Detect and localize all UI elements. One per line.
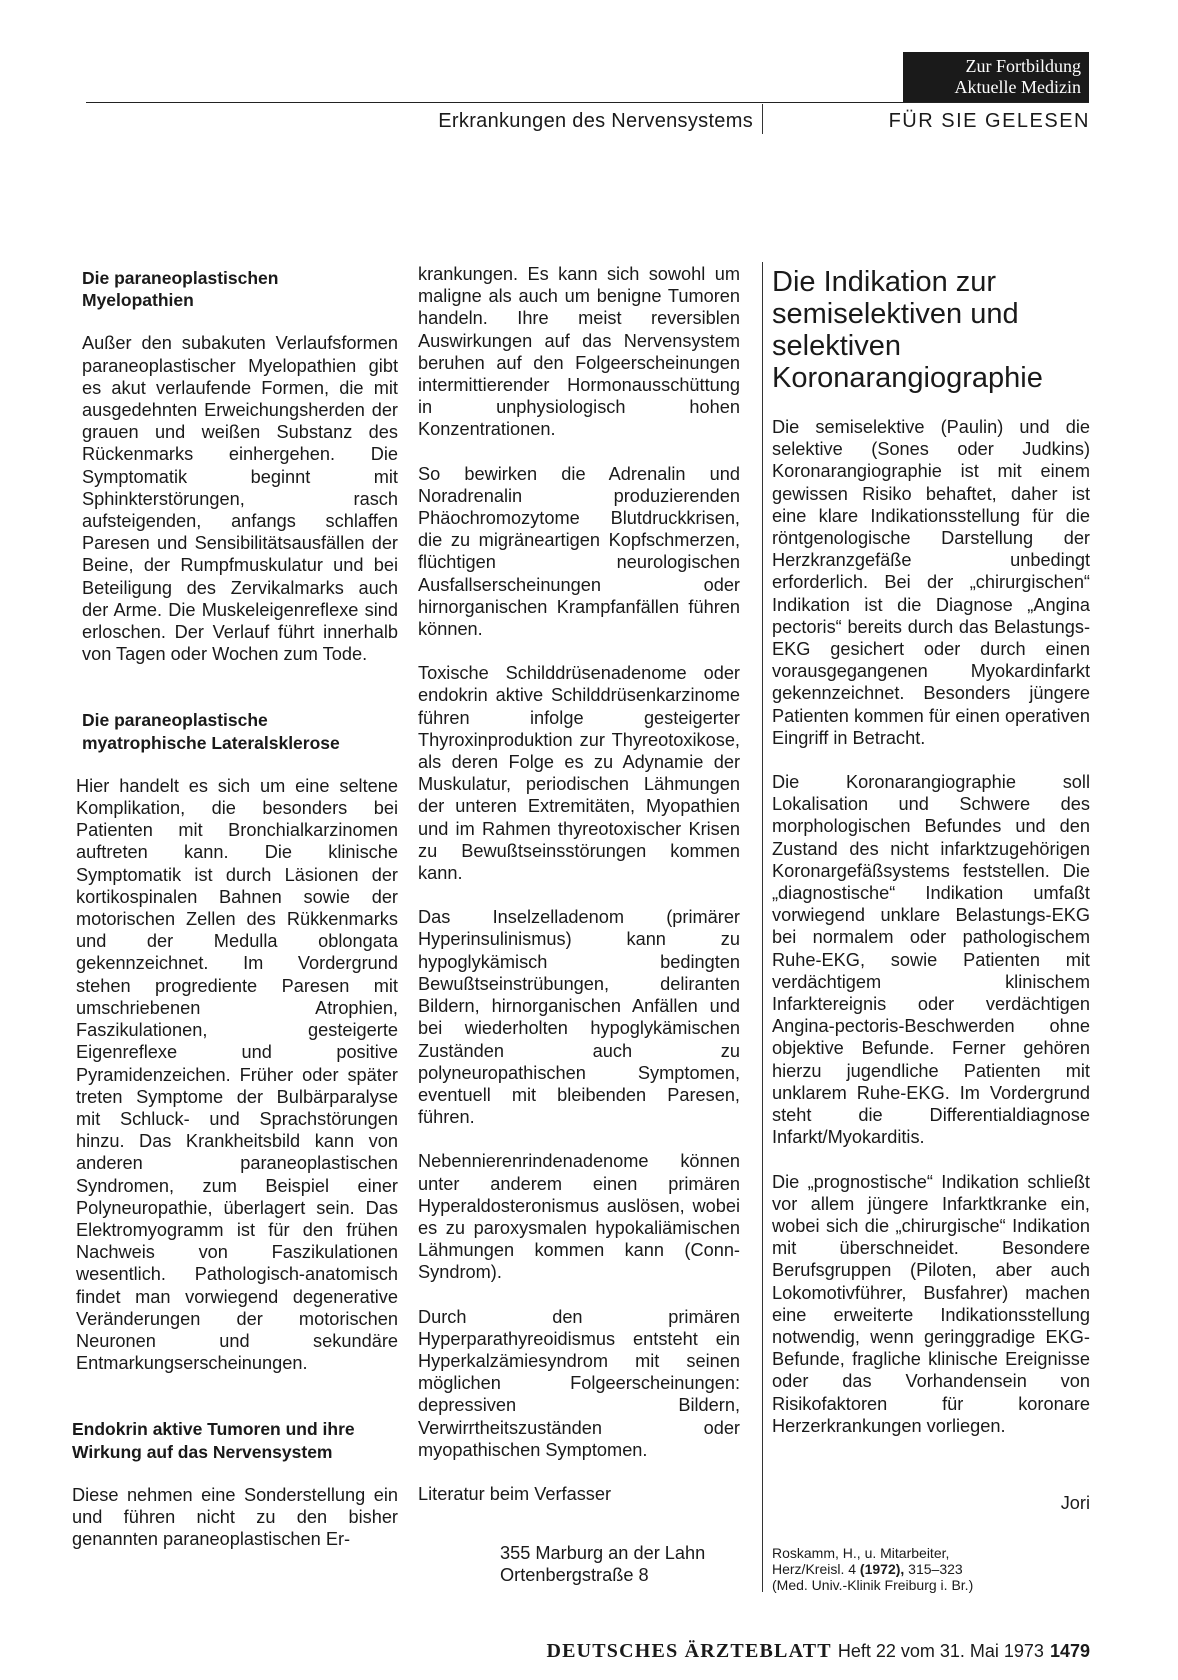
paragraph-inselzelladenom: Das Inselzelladenom (primärer Hyperinsulinismus) kann zu hypoglykämisch bedingten Bewußtseinstrübungen, deliranten Bildern, hirnorganischen Anfällen und bei wiederholten hypoglykämischen Zuständen auch zu polyneuropathischen Symptomen, eventuell mit bleibenden Paresen, führen. <box>418 907 740 1128</box>
reference-pages: 315–323 <box>904 1561 963 1577</box>
page-footer <box>520 1640 1090 1663</box>
paragraph-krankungen: krankungen. Es kann sich sowohl um maligne als auch um benigne Tumoren handeln. Ihre meist reversiblen Auswirkungen auf das Nervensystem beruhen auf den Folgeerscheinungen intermittierender Hormonausschüttung in unphysiologisch hohen Konzentrationen. <box>418 264 740 440</box>
heading-lateralsklerose: Die paraneoplastische myatrophische Lateralsklerose <box>82 710 340 753</box>
badge-line-1: Zur Fortbildung <box>965 56 1081 76</box>
reference-journal: Herz/Kreisl. 4 <box>772 1561 860 1577</box>
paragraph-indikation: Die semiselektive (Paulin) und die selektive (Sones oder Judkins) Koronarangiographie ist mit einem gewissen Risiko behaftet, daher ist eine klare Indikationsstellung für die röntgenologische Darstellung der Herzkranzgefäße unbedingt erforderlich. Bei der „chirurgischen“ Indikation ist die Diagnose „Angina pectoris“ bereits durch das Belastungs-EKG gesichert oder durch einen vorausgegangenen Myokardinfarkt gekennzeichnet. Besonders jüngere Patienten kommen für einen operativen Eingriff in Betracht. <box>772 417 1090 748</box>
heading-endokrin: Endokrin aktive Tumoren und ihre Wirkung auf das Nervensystem <box>72 1419 355 1462</box>
column-divider <box>762 262 763 1592</box>
literature-note: Literatur beim Verfasser <box>418 1483 612 1504</box>
paragraph-endokrin: Diese nehmen eine Sonderstellung ein und führen nicht zu den bisher genannten paraneoplastischen Er- <box>72 1484 398 1550</box>
section-title-right: FÜR SIE GELESEN <box>888 110 1090 132</box>
section-badge <box>903 52 1089 102</box>
paragraph-diagnostisch: Die Koronarangiographie soll Lokalisation und Schwere des morphologischen Befundes und den Zustand des nicht infarktzugehörigen Koronargefäßsystems feststellen. Die „diagnostische“ Indikation umfaßt vorwiegend unklare Belastungs-EKG bei normalem oder pathologischem Ruhe-EKG, sowie Patienten mit verdächtigem klinischem Infarktereignis oder verdächtigen Angina-pectoris-Beschwerden ohne objektive Befunde. Ferner gehören hierzu jugendliche Patienten mit unklarem Ruhe-EKG. Im Vordergrund steht die Differentialdiagnose Infarkt/Myokarditis. <box>772 772 1090 1148</box>
paragraph-nebennieren: Nebennierenrindenadenome können unter anderem einen primären Hyperaldosteronismus auslösen, wobei es zu paroxysmalen hypokaliämischen Lähmungen kommen kann (Conn-Syndrom). <box>418 1151 740 1283</box>
paragraph-hyperparathyreoidismus: Durch den primären Hyperparathyreoidismus entsteht ein Hyperkalzämiesyndrom mit seinen möglichen Folgeerscheinungen: depressiven Bildern, Verwirrtheitszuständen oder myopathischen Symptomen. <box>418 1306 740 1460</box>
column-3 <box>772 266 1090 1437</box>
reference <box>772 1545 1090 1593</box>
paragraph-phaeochromozytome: So bewirken die Adrenalin und Noradrenalin produzierenden Phäochromozytome Blutdruckkrisen, die zu migräneartigen Kopfschmerzen, flüchtigen neurologischen Ausfallserscheinungen oder hirnorganischen Krampfanfällen führen können. <box>418 463 740 640</box>
column-2 <box>418 263 740 1527</box>
reference-line-1: Roskamm, H., u. Mitarbeiter, <box>772 1545 950 1561</box>
paragraph-prognostisch: Die „prognostische“ Indikation schließt vor allem jüngere Infarktkranke ein, wobei sich die „chirurgische“ Indikation mit überschneidet. Besondere Berufsgruppen (Piloten, aber auch Lokomotivführer, Busfahrer) machen eine erweiterte Indikationsstellung notwendig, wenn geringgradige EKG-Befunde, fragliche klinische Ereignisse oder das Vorhandensein von Risikofaktoren für koronare Herzerkrankungen vorliegen. <box>772 1171 1090 1436</box>
reference-year: (1972), <box>859 1561 905 1577</box>
heading-myelopathien: Die paraneoplastischen Myelopathien <box>82 268 279 311</box>
address-line-2: Ortenbergstraße 8 <box>500 1565 649 1585</box>
reference-line-2 <box>772 1561 1090 1577</box>
paragraph-lateralsklerose: Hier handelt es sich um eine seltene Komplikation, die besonders bei Patienten mit Bronchialkarzinomen auftreten kann. Die klinische Symptomatik ist durch Läsionen der kortikospinalen Bahnen sowie der motorischen Zellen des Rükkenmarks und der Medulla oblongata gekennzeichnet. Im Vordergrund stehen progrediente Paresen mit umschriebenen Atrophien, Faszikulationen, gesteigerte Eigenreflexe und positive Pyramidenzeichen. Früher oder später treten Symptome der Bulbärparalyse mit Schluck- und Sprachstörungen hinzu. Das Krankheitsbild kann von anderen paraneoplastischen Syndromen, zum Beispiel einer Polyneuropathie, überlagert sein. Das Elektromyogramm ist für den frühen Nachweis von Faszikulationen wesentlich. Pathologisch-anatomisch findet man vorwiegend degenerative Veränderungen der motorischen Neuronen und sekundäre Entmarkungserscheinungen. <box>76 775 398 1374</box>
reference-line-3: (Med. Univ.-Klinik Freiburg i. Br.) <box>772 1577 974 1593</box>
address-line-1: 355 Marburg an der Lahn <box>500 1543 706 1563</box>
issue-info: Heft 22 vom 31. Mai 1973 <box>837 1641 1044 1661</box>
section-title-left: Erkrankungen des Nervensystems <box>438 110 753 132</box>
paragraph-schilddruese: Toxische Schilddrüsenadenome oder endokrin aktive Schilddrüsenkarzinome führen infolge gesteigerter Thyroxinproduktion zur Thyreotoxikose, als deren Folge es zu Adynamie der Muskulatur, periodischen Lähmungen der unteren Extremitäten, Myopathien und im Rahmen thyreotoxischer Krisen zu Bewußtseinsstörungen kommen kann. <box>418 663 740 884</box>
author-signature: Jori <box>1060 1493 1090 1513</box>
paragraph-myelopathien: Außer den subakuten Verlaufsformen paraneoplastischer Myelopathien gibt es akut verlaufende Formen, die mit ausgedehnten Erweichungsherden der grauen und weißen Substanz des Rückenmarks einhergehen. Die Symptomatik beginnt mit Sphinkterstörungen, rasch aufsteigenden, anfangs schlaffen Paresen und Sensibilitätsausfällen der Beine, der Rumpfmuskulatur und bei Beteiligung des Zervikalmarks auch der Arme. Die Muskeleigenreflexe sind erloschen. Der Verlauf führt innerhalb von Tagen oder Wochen zum Tode. <box>82 333 398 665</box>
header-rule <box>86 102 1089 103</box>
badge-line-2: Aktuelle Medizin <box>954 77 1081 97</box>
author-address <box>500 1542 750 1586</box>
journal-name: DEUTSCHES ÄRZTEBLATT <box>546 1640 832 1662</box>
column-1 <box>72 267 398 1572</box>
page-number: 1479 <box>1049 1641 1090 1661</box>
column-divider-top <box>762 104 763 134</box>
article-title: Die Indikation zur semiselektiven und selektiven Koronarangiographie <box>772 266 1043 394</box>
